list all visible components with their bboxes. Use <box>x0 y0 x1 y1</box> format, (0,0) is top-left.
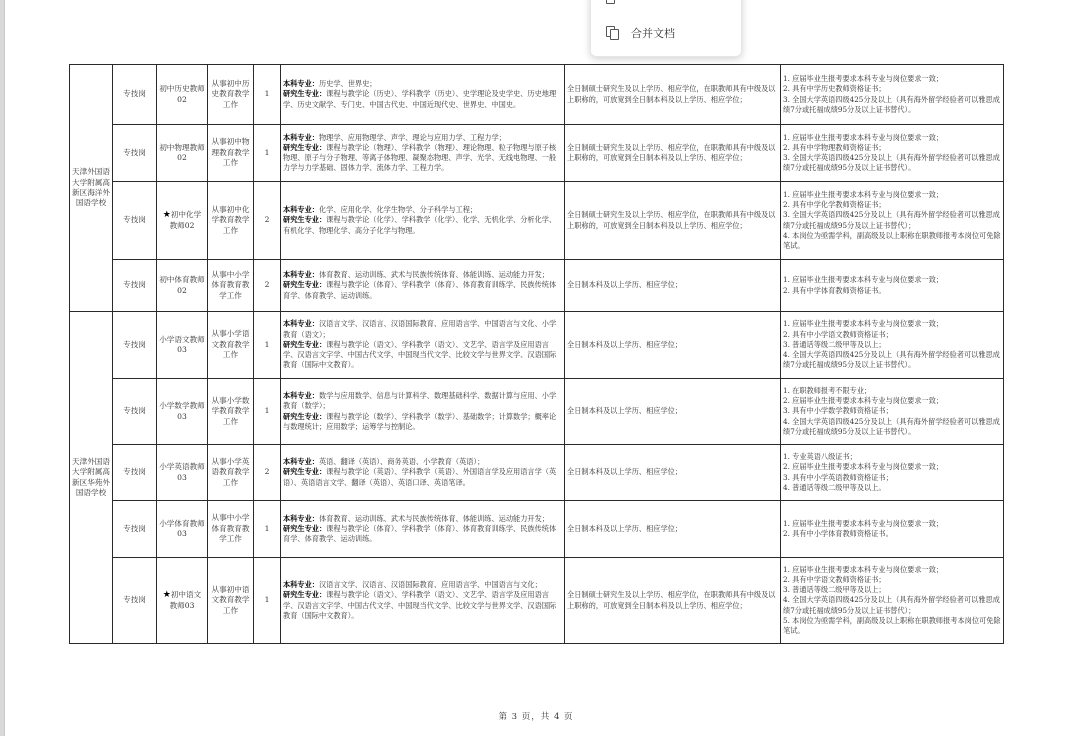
headcount: 2 <box>264 215 270 225</box>
post-name-cell <box>157 312 208 379</box>
major-cell <box>281 445 565 501</box>
undergrad-label: 本科专业： <box>283 457 319 467</box>
duty-text: 从事初中化学教育教学工作 <box>211 204 250 235</box>
post-type: 专技岗 <box>123 339 146 349</box>
duty-text: 从事初中物理教育教学工作 <box>211 137 250 168</box>
grad-label: 研究生专业： <box>283 215 327 225</box>
requirement-item: 4. 全国大学英语四级425分及以上（具有海外留学经验者可以雅思成绩7分或托福成绩95分及以上证书替代）； <box>783 595 1000 615</box>
post-type-cell <box>113 501 157 558</box>
duty-text: 从事中小学体育教育教学工作 <box>211 269 250 300</box>
requirement-item: 1. 应届毕业生报考要求本科专业与岗位要求一致； <box>783 275 944 285</box>
duty-cell <box>208 312 254 379</box>
post-type: 专技岗 <box>123 523 146 533</box>
major-cell <box>281 260 565 312</box>
duty-text: 从事初中语文教育教学工作 <box>211 584 250 615</box>
post-type-cell <box>113 182 157 260</box>
education-cell <box>565 125 781 182</box>
undergrad-label: 本科专业： <box>283 205 319 215</box>
undergrad-label: 本科专业： <box>283 513 319 523</box>
undergrad-label: 本科专业： <box>283 580 319 590</box>
education-cell <box>565 379 781 445</box>
requirement-item: 3. 全国大学英语四级425分及以上（具有海外留学经验者可以雅思成绩7分或托福成绩95分及以上证书替代）。 <box>783 153 1000 173</box>
headcount-cell <box>254 260 281 312</box>
grad-label: 研究生专业： <box>283 339 327 349</box>
duty-cell <box>208 260 254 312</box>
post-name-cell <box>157 501 208 558</box>
headcount-cell <box>254 501 281 558</box>
requirement-item: 1. 专业英语八级证书； <box>783 452 857 462</box>
grad-label: 研究生专业： <box>283 280 327 290</box>
requirement-item: 4. 全国大学英语四级425分及以上（具有海外留学经验者可以雅思成绩7分或托福成绩95分及以上证书替代）。 <box>783 416 1000 436</box>
requirement-item: 1. 应届毕业生报考要求本科专业与岗位要求一致； <box>783 74 944 84</box>
post-name-cell <box>157 558 208 644</box>
requirement-item: 2. 具有中学体育教师资格证书。 <box>783 285 886 295</box>
table-row <box>70 65 1004 125</box>
education-cell <box>565 260 781 312</box>
duty-text: 从事初中历史教育教学工作 <box>211 78 250 109</box>
requirement-item: 1. 应届毕业生报考要求本科专业与岗位要求一致； <box>783 189 944 199</box>
undergrad-majors: 历史学、世界史； <box>318 79 377 89</box>
grad-majors: 课程与教学论（语文）、学科教学（语文）、文艺学、语言学及应用语言学、汉语言文字学、中国古代文学、中国现当代文学、比较文学与世界文学、汉语国际教育（国际中文教育）。 <box>283 590 557 620</box>
headcount: 1 <box>264 147 270 157</box>
menu-item-label: 合并文档 <box>631 27 675 40</box>
post-name-cell <box>157 182 208 260</box>
requirement-item: 5. 本岗位为亟需学科，副高级及以上职称在职教师报考本岗位可免除笔试。 <box>783 615 1001 635</box>
major-cell <box>281 182 565 260</box>
requirement-item: 3. 普通话等级二级甲等及以上； <box>783 339 886 349</box>
duty-cell <box>208 558 254 644</box>
undergrad-label: 本科专业： <box>283 319 319 329</box>
requirement-item: 2. 具有中小学语文教师资格证书； <box>783 329 893 339</box>
page-indicator: 第 3 页，共 4 页 <box>498 712 574 722</box>
requirement-item: 2. 具有中学化学教师资格证书； <box>783 200 886 210</box>
post-name: 初中历史教师02 <box>159 84 205 104</box>
requirement-item: 3. 全国大学英语四级425分及以上（具有海外留学经验者可以雅思成绩7分或托福成绩95分及以上证书替代）。 <box>783 94 1000 114</box>
undergrad-majors: 汉语言文学、汉语言、汉语国际教育、应用语言学、中国语言与文化； <box>318 580 542 590</box>
requirement-item: 3. 具有中小学数学教师资格证书； <box>783 406 893 416</box>
requirement-item: 1. 应届毕业生报考要求本科专业与岗位要求一致； <box>783 564 944 574</box>
requirements-cell <box>781 260 1004 312</box>
education-cell <box>565 558 781 644</box>
major-cell <box>281 125 565 182</box>
major-cell <box>281 379 565 445</box>
education-text: 全日制本科及以上学历、相应学位； <box>567 280 683 290</box>
education-cell <box>565 445 781 501</box>
requirement-item: 2. 具有中学历史教师资格证书； <box>783 84 886 94</box>
post-name: 初中体育教师02 <box>159 275 205 295</box>
headcount-cell <box>254 65 281 125</box>
duty-text: 从事小学数学教育教学工作 <box>211 395 250 426</box>
table-row <box>70 379 1004 445</box>
education-cell <box>565 501 781 558</box>
post-type-cell <box>113 125 157 182</box>
requirements-cell <box>781 558 1004 644</box>
education-cell <box>565 182 781 260</box>
undergrad-majors: 英语、翻译（英语）、商务英语、小学教育（英语）； <box>318 457 485 467</box>
post-type: 专技岗 <box>123 467 146 477</box>
post-type-cell <box>113 445 157 501</box>
grad-label: 研究生专业： <box>283 590 327 600</box>
post-name: 小学数学教师03 <box>159 401 205 421</box>
requirement-item: 2. 应届毕业生报考要求本科专业与岗位要求一致； <box>783 396 944 406</box>
grad-majors: 课程与教学论（物理）、学科教学（物理）、理论物理、粒子物理与原子核物理、原子与分子物理、等离子体物理、凝聚态物理、声学、光学、无线电物理、一般力学与力学基础、固体力学、流体力学、工程力学。 <box>283 142 557 173</box>
viewer-left-scroll-rail[interactable] <box>0 0 5 736</box>
headcount: 1 <box>264 406 270 416</box>
headcount-cell <box>254 445 281 501</box>
post-type-cell <box>113 312 157 379</box>
grad-majors: 课程与教学论（数学）、学科教学（数学）、基础数学；计算数学；概率论与数理统计；应用数学；运筹学与控制论。 <box>283 411 557 431</box>
requirements-cell <box>781 501 1004 558</box>
post-name-cell <box>157 125 208 182</box>
undergrad-label: 本科专业： <box>283 270 319 280</box>
requirements-cell <box>781 65 1004 125</box>
duty-cell <box>208 445 254 501</box>
duty-cell <box>208 501 254 558</box>
post-type-cell <box>113 558 157 644</box>
requirement-item: 2. 应届毕业生报考要求本科专业与岗位要求一致； <box>783 462 944 472</box>
post-type: 专技岗 <box>123 147 146 157</box>
post-type: 专技岗 <box>123 215 146 225</box>
post-name: 小学英语教师03 <box>159 462 205 482</box>
undergrad-majors: 数学与应用数学、信息与计算科学、数理基础科学、数据计算与应用、小学教育（数学）； <box>283 391 557 411</box>
duty-cell <box>208 182 254 260</box>
table-row <box>70 312 1004 379</box>
requirements-cell <box>781 379 1004 445</box>
post-type-cell <box>113 379 157 445</box>
grad-majors: 课程与教学论（语文）、学科教学（语文）、文艺学、语言学及应用语言学、汉语言文字学、中国古代文学、中国现当代文学、比较文学与世界文学、汉语国际教育（国际中文教育）。 <box>283 339 557 370</box>
table-row <box>70 260 1004 312</box>
education-cell <box>565 312 781 379</box>
headcount: 1 <box>264 89 270 99</box>
education-cell <box>565 65 781 125</box>
school-name: 天津外国语大学附属高新区海洋外国语学校 <box>72 167 110 208</box>
requirement-item: 1. 应届毕业生报考要求本科专业与岗位要求一致； <box>783 518 944 528</box>
education-text: 全日制硕士研究生及以上学历、相应学位，在职教师具有中级及以上职称的，可放宽到全日制本科及以上学历、相应学位； <box>567 210 776 230</box>
education-text: 全日制本科及以上学历、相应学位； <box>567 467 683 477</box>
post-name: 初中物理教师02 <box>159 142 205 162</box>
table-row <box>70 501 1004 558</box>
document-page <box>6 0 1072 736</box>
post-name: 初中化学教师02 <box>169 210 202 230</box>
requirement-item: 1. 应届毕业生报考要求本科专业与岗位要求一致； <box>783 319 944 329</box>
grad-majors: 课程与教学论（体育）、学科教学（体育）、体育教育训练学、民族传统体育学、体育教学、运动训练。 <box>283 280 557 300</box>
grad-label: 研究生专业： <box>283 411 327 421</box>
menu-item-merge-documents[interactable] <box>605 23 675 43</box>
split-document-icon <box>605 0 621 8</box>
post-type: 专技岗 <box>123 89 146 99</box>
major-cell <box>281 558 565 644</box>
requirement-item: 1. 在职教师报考不限专业； <box>783 385 872 395</box>
duty-text: 从事小学语文教育教学工作 <box>211 329 250 360</box>
post-type-cell <box>113 260 157 312</box>
school-name: 天津外国语大学附属高新区华苑外国语学校 <box>72 456 110 497</box>
duty-text: 从事中小学体育教育教学工作 <box>211 513 250 544</box>
undergrad-majors: 体育教育、运动训练、武术与民族传统体育、体能训练、运动能力开发； <box>318 270 549 280</box>
education-text: 全日制本科及以上学历、相应学位； <box>567 339 683 349</box>
headcount: 1 <box>264 523 270 533</box>
headcount-cell <box>254 558 281 644</box>
post-name-cell <box>157 65 208 125</box>
requirements-cell <box>781 125 1004 182</box>
headcount: 2 <box>264 280 270 290</box>
table-row <box>70 125 1004 182</box>
grad-label: 研究生专业： <box>283 523 327 533</box>
education-text: 全日制本科及以上学历、相应学位； <box>567 523 683 533</box>
grad-majors: 课程与教学论（英语）、学科教学（英语）、外国语言学及应用语言学（英语）、英语语言文学、翻译（英语）、英语口译、英语笔译。 <box>283 467 557 487</box>
duty-cell <box>208 125 254 182</box>
requirement-item: 2. 具有中学物理教师资格证书； <box>783 142 886 152</box>
requirement-item: 2. 具有中学语文教师资格证书； <box>783 574 886 584</box>
headcount-cell <box>254 182 281 260</box>
star-icon: ★ <box>162 210 171 221</box>
headcount-cell <box>254 125 281 182</box>
requirement-item: 3. 普通话等级二级甲等及以上； <box>783 585 886 595</box>
major-cell <box>281 312 565 379</box>
undergrad-majors: 化学、应用化学、化学生物学、分子科学与工程； <box>318 205 478 215</box>
undergrad-label: 本科专业： <box>283 132 319 142</box>
education-text: 全日制硕士研究生及以上学历、相应学位，在职教师具有中级及以上职称的，可放宽到全日制本科及以上学历、相应学位； <box>567 84 776 104</box>
post-type-cell <box>113 65 157 125</box>
headcount: 1 <box>264 595 270 605</box>
major-cell <box>281 65 565 125</box>
undergrad-label: 本科专业： <box>283 391 319 401</box>
education-text: 全日制硕士研究生及以上学历、相应学位，在职教师具有中级及以上职称的，可放宽到全日制本科及以上学历、相应学位； <box>567 590 776 610</box>
headcount-cell <box>254 312 281 379</box>
post-name-cell <box>157 445 208 501</box>
headcount-cell <box>254 379 281 445</box>
requirement-item: 4. 普通话等级二级甲等及以上。 <box>783 482 886 492</box>
post-name-cell <box>157 260 208 312</box>
post-type: 专技岗 <box>123 595 146 605</box>
grad-label: 研究生专业： <box>283 142 327 152</box>
requirement-item: 4. 本岗位为亟需学科，副高级及以上职称在职教师报考本岗位可免除笔试。 <box>783 230 1001 250</box>
major-cell <box>281 501 565 558</box>
post-name: 小学体育教师03 <box>159 518 205 538</box>
grad-label: 研究生专业： <box>283 89 327 99</box>
education-text: 全日制硕士研究生及以上学历、相应学位，在职教师具有中级及以上职称的，可放宽到全日制本科及以上学历、相应学位； <box>567 142 776 162</box>
requirements-cell <box>781 445 1004 501</box>
undergrad-majors: 汉语言文学、汉语言、汉语国际教育、应用语言学、中国语言与文化、小学教育（语文）； <box>283 319 557 339</box>
requirement-item: 3. 具有中小学英语教师资格证书； <box>783 472 893 482</box>
requirements-cell <box>781 182 1004 260</box>
undergrad-majors: 体育教育、运动训练、武术与民族传统体育、体能训练、运动能力开发； <box>318 513 549 523</box>
table-row <box>70 445 1004 501</box>
grad-label: 研究生专业： <box>283 467 327 477</box>
education-text: 全日制本科及以上学历、相应学位； <box>567 406 683 416</box>
grad-majors: 课程与教学论（化学）、学科教学（化学）、化学、无机化学、分析化学、有机化学、物理化学、高分子化学与物理。 <box>283 215 557 235</box>
post-name: 小学语文教师03 <box>159 334 205 354</box>
merge-documents-icon <box>605 25 621 41</box>
requirement-item: 1. 应届毕业生报考要求本科专业与岗位要求一致； <box>783 132 944 142</box>
table-row <box>70 558 1004 644</box>
table-row <box>70 182 1004 260</box>
post-name: 初中语文教师03 <box>169 590 202 610</box>
requirement-item: 2. 具有中小学体育教师资格证书。 <box>783 529 893 538</box>
star-icon: ★ <box>162 590 171 601</box>
school-name-cell <box>70 65 113 312</box>
headcount: 2 <box>264 467 270 477</box>
school-name-cell <box>70 312 113 644</box>
headcount: 1 <box>264 339 270 349</box>
post-type: 专技岗 <box>123 280 146 290</box>
post-type: 专技岗 <box>123 406 146 416</box>
post-name-cell <box>157 379 208 445</box>
grad-majors: 课程与教学论（体育）、学科教学（体育）、体育教育训练学、民族传统体育学、体育教学、运动训练。 <box>283 523 557 544</box>
requirement-item: 3. 全国大学英语四级425分及以上（具有海外留学经验者可以雅思成绩7分或托福成绩95分及以上证书替代）； <box>783 210 1000 230</box>
requirement-item: 4. 全国大学英语四级425分及以上（具有海外留学经验者可以雅思成绩7分或托福成绩95分及以上证书替代）。 <box>783 350 1000 370</box>
undergrad-label: 本科专业： <box>283 79 319 89</box>
context-popup-menu <box>590 0 742 57</box>
duty-cell <box>208 65 254 125</box>
undergrad-majors: 物理学、应用物理学、声学、理论与应用力学、工程力学； <box>318 132 506 142</box>
menu-item-split-document[interactable] <box>605 0 675 9</box>
duty-cell <box>208 379 254 445</box>
duty-text: 从事小学英语教育教学工作 <box>211 456 250 487</box>
requirements-cell <box>781 312 1004 379</box>
grad-majors: 课程与教学论（历史）、学科教学（历史）、史学理论及史学史、历史地理学、历史文献学、专门史、中国古代史、中国近现代史、世界史、中国史。 <box>283 89 557 109</box>
recruitment-table <box>69 64 1004 644</box>
